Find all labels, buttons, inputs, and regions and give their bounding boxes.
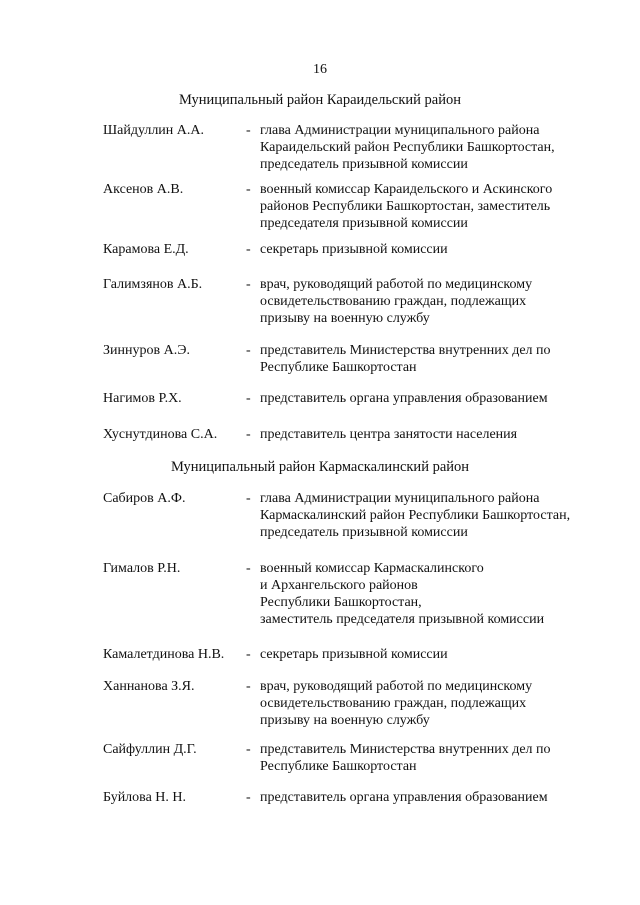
role-line: председатель призывной комиссии (260, 157, 468, 172)
dash: - (246, 242, 251, 257)
member-role (260, 276, 600, 327)
member-role (260, 560, 600, 628)
role-line: председатель призывной комиссии (260, 525, 468, 540)
dash: - (246, 491, 251, 506)
section-title-karmaskaly: Муниципальный район Кармаскалинский район (170, 459, 470, 475)
member-name: Карамова Е.Д. (103, 242, 189, 257)
member-name: Шайдуллин А.А. (103, 123, 205, 138)
member-name: Хуснутдинова С.А. (103, 427, 218, 442)
role-line: освидетельствованию граждан, подлежащих (260, 696, 527, 711)
member-name: Сабиров А.Ф. (103, 491, 186, 506)
member-name: Ханнанова З.Я. (103, 679, 195, 694)
role-line: и Архангельского районов (260, 578, 418, 593)
role-line: председателя призывной комиссии (260, 216, 468, 231)
section-title-karaidel: Муниципальный район Караидельский район (178, 92, 462, 108)
dash: - (246, 182, 251, 197)
role-line: военный комиссар Кармаскалинского (260, 561, 484, 576)
role-line: Республике Башкортостан (260, 360, 417, 375)
page-number: 16 (313, 62, 327, 77)
role-line: освидетельствованию граждан, подлежащих (260, 294, 527, 309)
member-name: Аксенов А.В. (103, 182, 184, 197)
role-line: призыву на военную службу (260, 713, 430, 728)
member-role (260, 490, 600, 541)
role-line: врач, руководящий работой по медицинскому (260, 277, 533, 292)
role-line: представитель Министерства внутренних дел по (260, 742, 551, 757)
role-line: заместитель председателя призывной комиссии (260, 612, 545, 627)
member-name: Камалетдинова Н.В. (103, 647, 225, 662)
role-line: Республике Башкортостан (260, 759, 417, 774)
dash: - (246, 742, 251, 757)
member-name: Буйлова Н. Н. (103, 790, 187, 805)
member-role (260, 789, 600, 806)
role-line: Караидельский район Республики Башкортостан, (260, 140, 555, 155)
member-name: Гималов Р.Н. (103, 561, 181, 576)
role-line: представитель органа управления образованием (260, 790, 548, 805)
member-name: Галимзянов А.Б. (103, 277, 203, 292)
role-line: районов Республики Башкортостан, заместитель (260, 199, 551, 214)
role-line: врач, руководящий работой по медицинскому (260, 679, 533, 694)
dash: - (246, 277, 251, 292)
dash: - (246, 561, 251, 576)
member-name: Нагимов Р.Х. (103, 391, 182, 406)
member-role (260, 646, 600, 663)
dash: - (246, 679, 251, 694)
member-role (260, 426, 600, 443)
member-role (260, 390, 600, 407)
member-role (260, 122, 600, 173)
role-line: Кармаскалинский район Республики Башкортостан, (260, 508, 571, 523)
member-name: Сайфуллин Д.Г. (103, 742, 197, 757)
member-role (260, 741, 600, 775)
dash: - (246, 123, 251, 138)
role-line: Республики Башкортостан, (260, 595, 422, 610)
role-line: секретарь призывной комиссии (260, 242, 448, 257)
member-role (260, 241, 600, 258)
member-role (260, 678, 600, 729)
member-role (260, 342, 600, 376)
dash: - (246, 790, 251, 805)
dash: - (246, 343, 251, 358)
role-line: секретарь призывной комиссии (260, 647, 448, 662)
dash: - (246, 427, 251, 442)
role-line: представитель центра занятости населения (260, 427, 518, 442)
role-line: призыву на военную службу (260, 311, 430, 326)
role-line: глава Администрации муниципального района (260, 491, 540, 506)
member-name: Зиннуров А.Э. (103, 343, 190, 358)
member-role (260, 181, 600, 232)
role-line: глава Администрации муниципального района (260, 123, 540, 138)
role-line: представитель органа управления образованием (260, 391, 548, 406)
role-line: военный комиссар Караидельского и Аскинского (260, 182, 553, 197)
role-line: представитель Министерства внутренних дел по (260, 343, 551, 358)
dash: - (246, 647, 251, 662)
dash: - (246, 391, 251, 406)
